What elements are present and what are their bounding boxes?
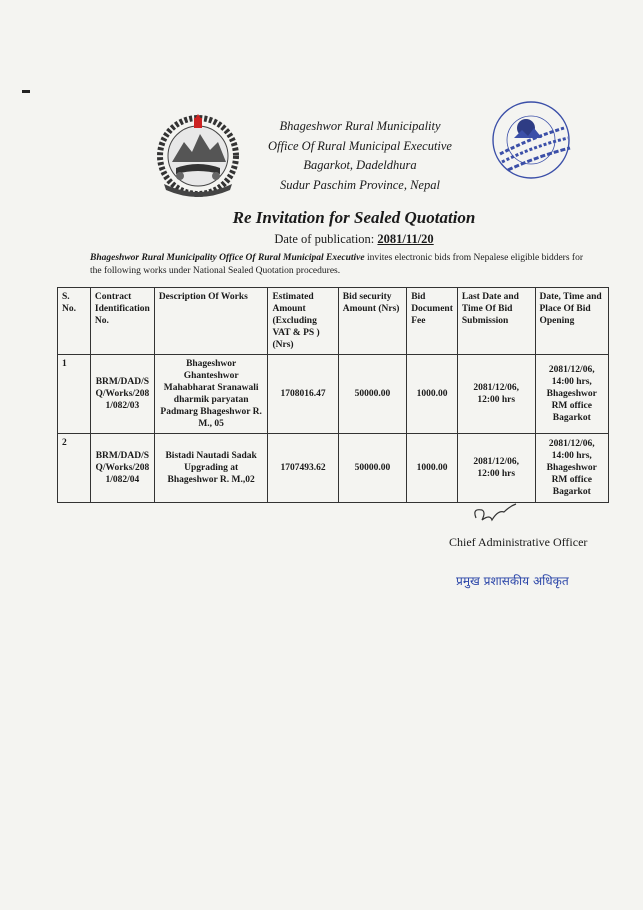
works-table xyxy=(57,287,609,503)
header-line-1: Bhageshwor Rural Municipality xyxy=(279,119,441,133)
cell-contract: BRM/DAD/SQ/Works/2081/082/03 xyxy=(90,355,154,434)
office-stamp-icon xyxy=(478,98,584,182)
cell-estimated: 1708016.47 xyxy=(268,355,338,434)
intro-paragraph xyxy=(90,252,590,278)
publication-date-value: 2081/11/20 xyxy=(377,232,434,246)
publication-label: Date of publication: xyxy=(274,232,378,246)
scan-mark xyxy=(22,90,30,93)
signatory-title: Chief Administrative Officer xyxy=(449,535,588,549)
header-line-2: Office Of Rural Municipal Executive xyxy=(268,138,452,153)
header-line-3: Bagarkot, Dadeldhura xyxy=(303,158,417,172)
cell-security: 50000.00 xyxy=(338,434,406,503)
intro-organization: Bhageshwor Rural Municipality Office Of Rural Municipal Executive xyxy=(90,253,365,263)
header-estimated: Estimated Amount (Excluding VAT & PS ) (Nrs) xyxy=(268,288,338,355)
table-row xyxy=(58,355,609,434)
cell-contract: BRM/DAD/SQ/Works/2081/082/04 xyxy=(90,434,154,503)
header-line-4: Sudur Paschim Province, Nepal xyxy=(280,177,440,192)
table-header-row xyxy=(58,288,609,355)
cell-description: Bistadi Nautadi Sadak Upgrading at Bhageshwor R. M.,02 xyxy=(154,434,268,503)
header-security: Bid security Amount (Nrs) xyxy=(338,288,406,355)
intro-text: invites electronic bids from Nepalese eligible bidders for the following works under National Sealed Quotation procedures. xyxy=(90,253,583,276)
cell-last-date: 2081/12/06, 12:00 hrs xyxy=(457,355,535,434)
nepal-emblem-icon xyxy=(150,112,246,202)
header-last-date: Last Date and Time Of Bid Submission xyxy=(457,288,535,355)
header-opening: Date, Time and Place Of Bid Opening xyxy=(535,288,609,355)
cell-opening: 2081/12/06, 14:00 hrs, Bhageshwor RM office Bagarkot xyxy=(535,355,609,434)
table-row xyxy=(58,434,609,503)
cell-fee: 1000.00 xyxy=(407,434,458,503)
document-title: Re Invitation for Sealed Quotation xyxy=(232,208,476,227)
office-stamp xyxy=(478,98,584,182)
cell-opening: 2081/12/06, 14:00 hrs, Bhageshwor RM office Bagarkot xyxy=(535,434,609,503)
cell-sn: 1 xyxy=(58,355,91,434)
signature-icon xyxy=(470,500,520,530)
office-header xyxy=(250,117,470,195)
header-description: Description Of Works xyxy=(154,288,268,355)
cell-sn: 2 xyxy=(58,434,91,503)
cell-security: 50000.00 xyxy=(338,355,406,434)
cell-last-date: 2081/12/06, 12:00 hrs xyxy=(457,434,535,503)
header-contract: Contract Identification No. xyxy=(90,288,154,355)
cell-fee: 1000.00 xyxy=(407,355,458,434)
publication-date xyxy=(0,232,643,247)
header-sn: S. No. xyxy=(58,288,91,355)
cell-description: Bhageshwor Ghanteshwor Mahabharat Sranawali dharmik paryatan Padmarg Bhageshwor R. M., 05 xyxy=(154,355,268,434)
header-fee: Bid Document Fee xyxy=(407,288,458,355)
cell-estimated: 1707493.62 xyxy=(268,434,338,503)
signatory-title-nepali: प्रमुख प्रशासकीय अधिकृत xyxy=(456,574,569,588)
